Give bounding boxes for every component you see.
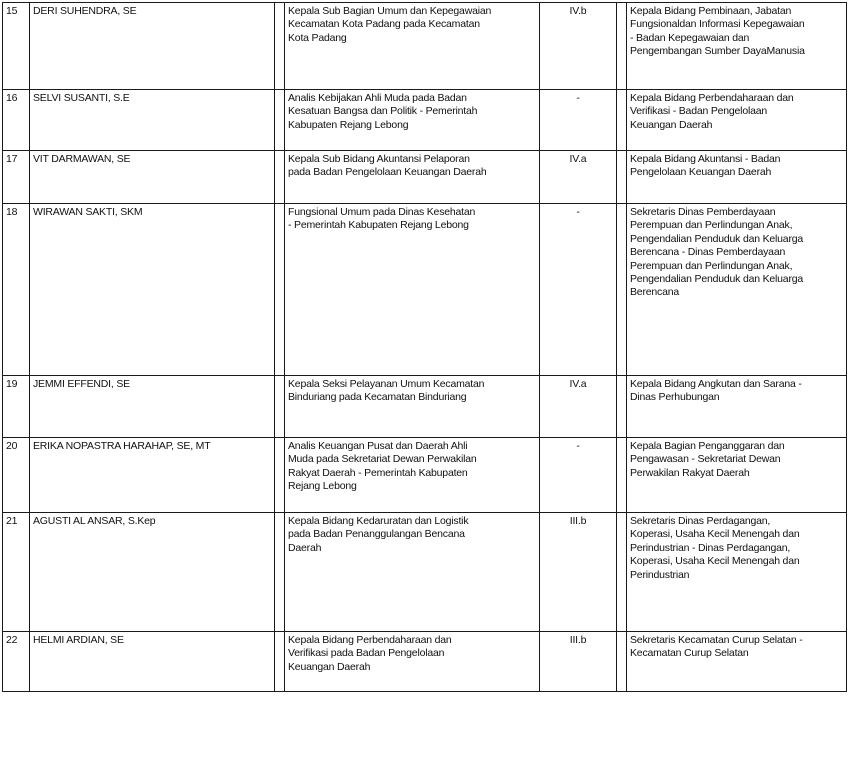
current-position-line: Rakyat Daerah - Pemerintah Kabupaten [288,466,468,479]
grade-cell: - [540,204,617,376]
grade-cell: III.b [540,513,617,632]
new-position-line: Sekretaris Dinas Pemberdayaan [630,206,776,218]
current-position-line: Kepala Sub Bagian Umum dan Kepegawaian [288,5,492,17]
current-position-line: Analis Kebijakan Ahli Muda pada Badan [288,92,467,104]
new-position-line: Perempuan dan Perlindungan Anak, [630,219,793,232]
current-position-line: Kepala Sub Bidang Akuntansi Pelaporan [288,153,470,165]
employee-name: ERIKA NOPASTRA HARAHAP, SE, MT [30,438,275,513]
current-position [285,204,540,376]
new-position-line: Kepala Bidang Perbendaharaan dan [630,92,794,104]
row-number: 22 [3,632,30,692]
table-row [3,3,847,90]
current-position-line: - Pemerintah Kabupaten Rejang Lebong [288,219,469,232]
new-position-line: Sekretaris Kecamatan Curup Selatan - [630,634,803,646]
table-row [3,204,847,376]
column-gap [275,632,285,692]
current-position-line: Daerah [288,541,322,554]
table-row [3,90,847,151]
new-position [627,438,847,513]
current-position-line: Kota Padang [288,31,347,44]
new-position-line: Verifikasi - Badan Pengelolaan [630,105,768,118]
table-row [3,151,847,204]
row-number: 15 [3,3,30,90]
new-position-line: Kepala Bidang Pembinaan, Jabatan [630,5,792,17]
current-position [285,376,540,438]
new-position-line: Berencana [630,286,679,299]
grade-cell: IV.b [540,3,617,90]
current-position-line: Binduriang pada Kecamatan Binduriang [288,391,467,404]
new-position-line: - Badan Kepegawaian dan [630,31,750,44]
current-position-line: Kepala Bidang Kedaruratan dan Logistik [288,515,469,527]
column-gap [617,632,627,692]
column-gap [275,204,285,376]
new-position [627,151,847,204]
grade-cell: IV.a [540,151,617,204]
current-position [285,151,540,204]
employee-name: VIT DARMAWAN, SE [30,151,275,204]
current-position-line: Analis Keuangan Pusat dan Daerah Ahli [288,440,468,452]
table-row [3,513,847,632]
employee-name: JEMMI EFFENDI, SE [30,376,275,438]
new-position-line: Kepala Bidang Akuntansi - Badan [630,153,781,165]
column-gap [617,3,627,90]
column-gap [617,151,627,204]
new-position-line: Kepala Bagian Penganggaran dan [630,440,785,452]
grade-cell: - [540,90,617,151]
new-position-line: Perindustrian - Dinas Perdagangan, [630,541,791,554]
current-position [285,438,540,513]
table-row [3,632,847,692]
employee-name: DERI SUHENDRA, SE [30,3,275,90]
current-position-line: Rejang Lebong [288,480,357,493]
grade-cell: - [540,438,617,513]
employee-name: AGUSTI AL ANSAR, S.Kep [30,513,275,632]
column-gap [617,513,627,632]
new-position-line: Berencana - Dinas Pemberdayaan [630,246,786,259]
current-position [285,90,540,151]
new-position-line: Pengendalian Penduduk dan Keluarga [630,273,804,286]
current-position [285,632,540,692]
column-gap [275,90,285,151]
row-number: 20 [3,438,30,513]
table-body [3,3,847,692]
column-gap [275,3,285,90]
new-position-line: Pengelolaan Keuangan Daerah [630,166,772,179]
current-position-line: Verifikasi pada Badan Pengelolaan [288,647,445,660]
new-position-line: Kecamatan Curup Selatan [630,647,749,660]
new-position [627,376,847,438]
new-position-line: Pengembangan Sumber DayaManusia [630,45,805,58]
new-position-line: Perindustrian [630,568,690,581]
column-gap [617,204,627,376]
new-position [627,204,847,376]
new-position [627,90,847,151]
personnel-table [2,2,847,692]
new-position-line: Kepala Bidang Angkutan dan Sarana - [630,378,802,390]
column-gap [275,513,285,632]
current-position-line: Kepala Seksi Pelayanan Umum Kecamatan [288,378,485,390]
new-position [627,632,847,692]
column-gap [275,376,285,438]
new-position [627,513,847,632]
new-position-line: Pengawasan - Sekretariat Dewan [630,453,781,466]
grade-cell: IV.a [540,376,617,438]
column-gap [617,376,627,438]
new-position-line: Perempuan dan Perlindungan Anak, [630,259,793,272]
current-position-line: Kabupaten Rejang Lebong [288,118,409,131]
current-position-line: Fungsional Umum pada Dinas Kesehatan [288,206,476,218]
column-gap [617,90,627,151]
table-row [3,438,847,513]
new-position-line: Keuangan Daerah [630,118,713,131]
row-number: 17 [3,151,30,204]
row-number: 18 [3,204,30,376]
current-position-line: Kesatuan Bangsa dan Politik - Pemerintah [288,105,478,118]
new-position-line: Dinas Perhubungan [630,391,720,404]
grade-cell: III.b [540,632,617,692]
current-position [285,513,540,632]
employee-name: HELMI ARDIAN, SE [30,632,275,692]
column-gap [275,438,285,513]
new-position-line: Koperasi, Usaha Kecil Menengah dan [630,555,800,568]
current-position [285,3,540,90]
current-position-line: pada Badan Pengelolaan Keuangan Daerah [288,166,487,179]
new-position [627,3,847,90]
employee-name: WIRAWAN SAKTI, SKM [30,204,275,376]
new-position-line: Koperasi, Usaha Kecil Menengah dan [630,528,800,541]
current-position-line: Keuangan Daerah [288,660,371,673]
row-number: 16 [3,90,30,151]
column-gap [275,151,285,204]
employee-name: SELVI SUSANTI, S.E [30,90,275,151]
row-number: 21 [3,513,30,632]
current-position-line: Kecamatan Kota Padang pada Kecamatan [288,18,480,31]
column-gap [617,438,627,513]
row-number: 19 [3,376,30,438]
new-position-line: Perwakilan Rakyat Daerah [630,466,750,479]
new-position-line: Pengendalian Penduduk dan Keluarga [630,232,804,245]
new-position-line: Fungsionaldan Informasi Kepegawaian [630,18,805,31]
table-row [3,376,847,438]
current-position-line: Muda pada Sekretariat Dewan Perwakilan [288,453,477,466]
new-position-line: Sekretaris Dinas Perdagangan, [630,515,771,527]
current-position-line: Kepala Bidang Perbendaharaan dan [288,634,452,646]
current-position-line: pada Badan Penanggulangan Bencana [288,528,465,541]
